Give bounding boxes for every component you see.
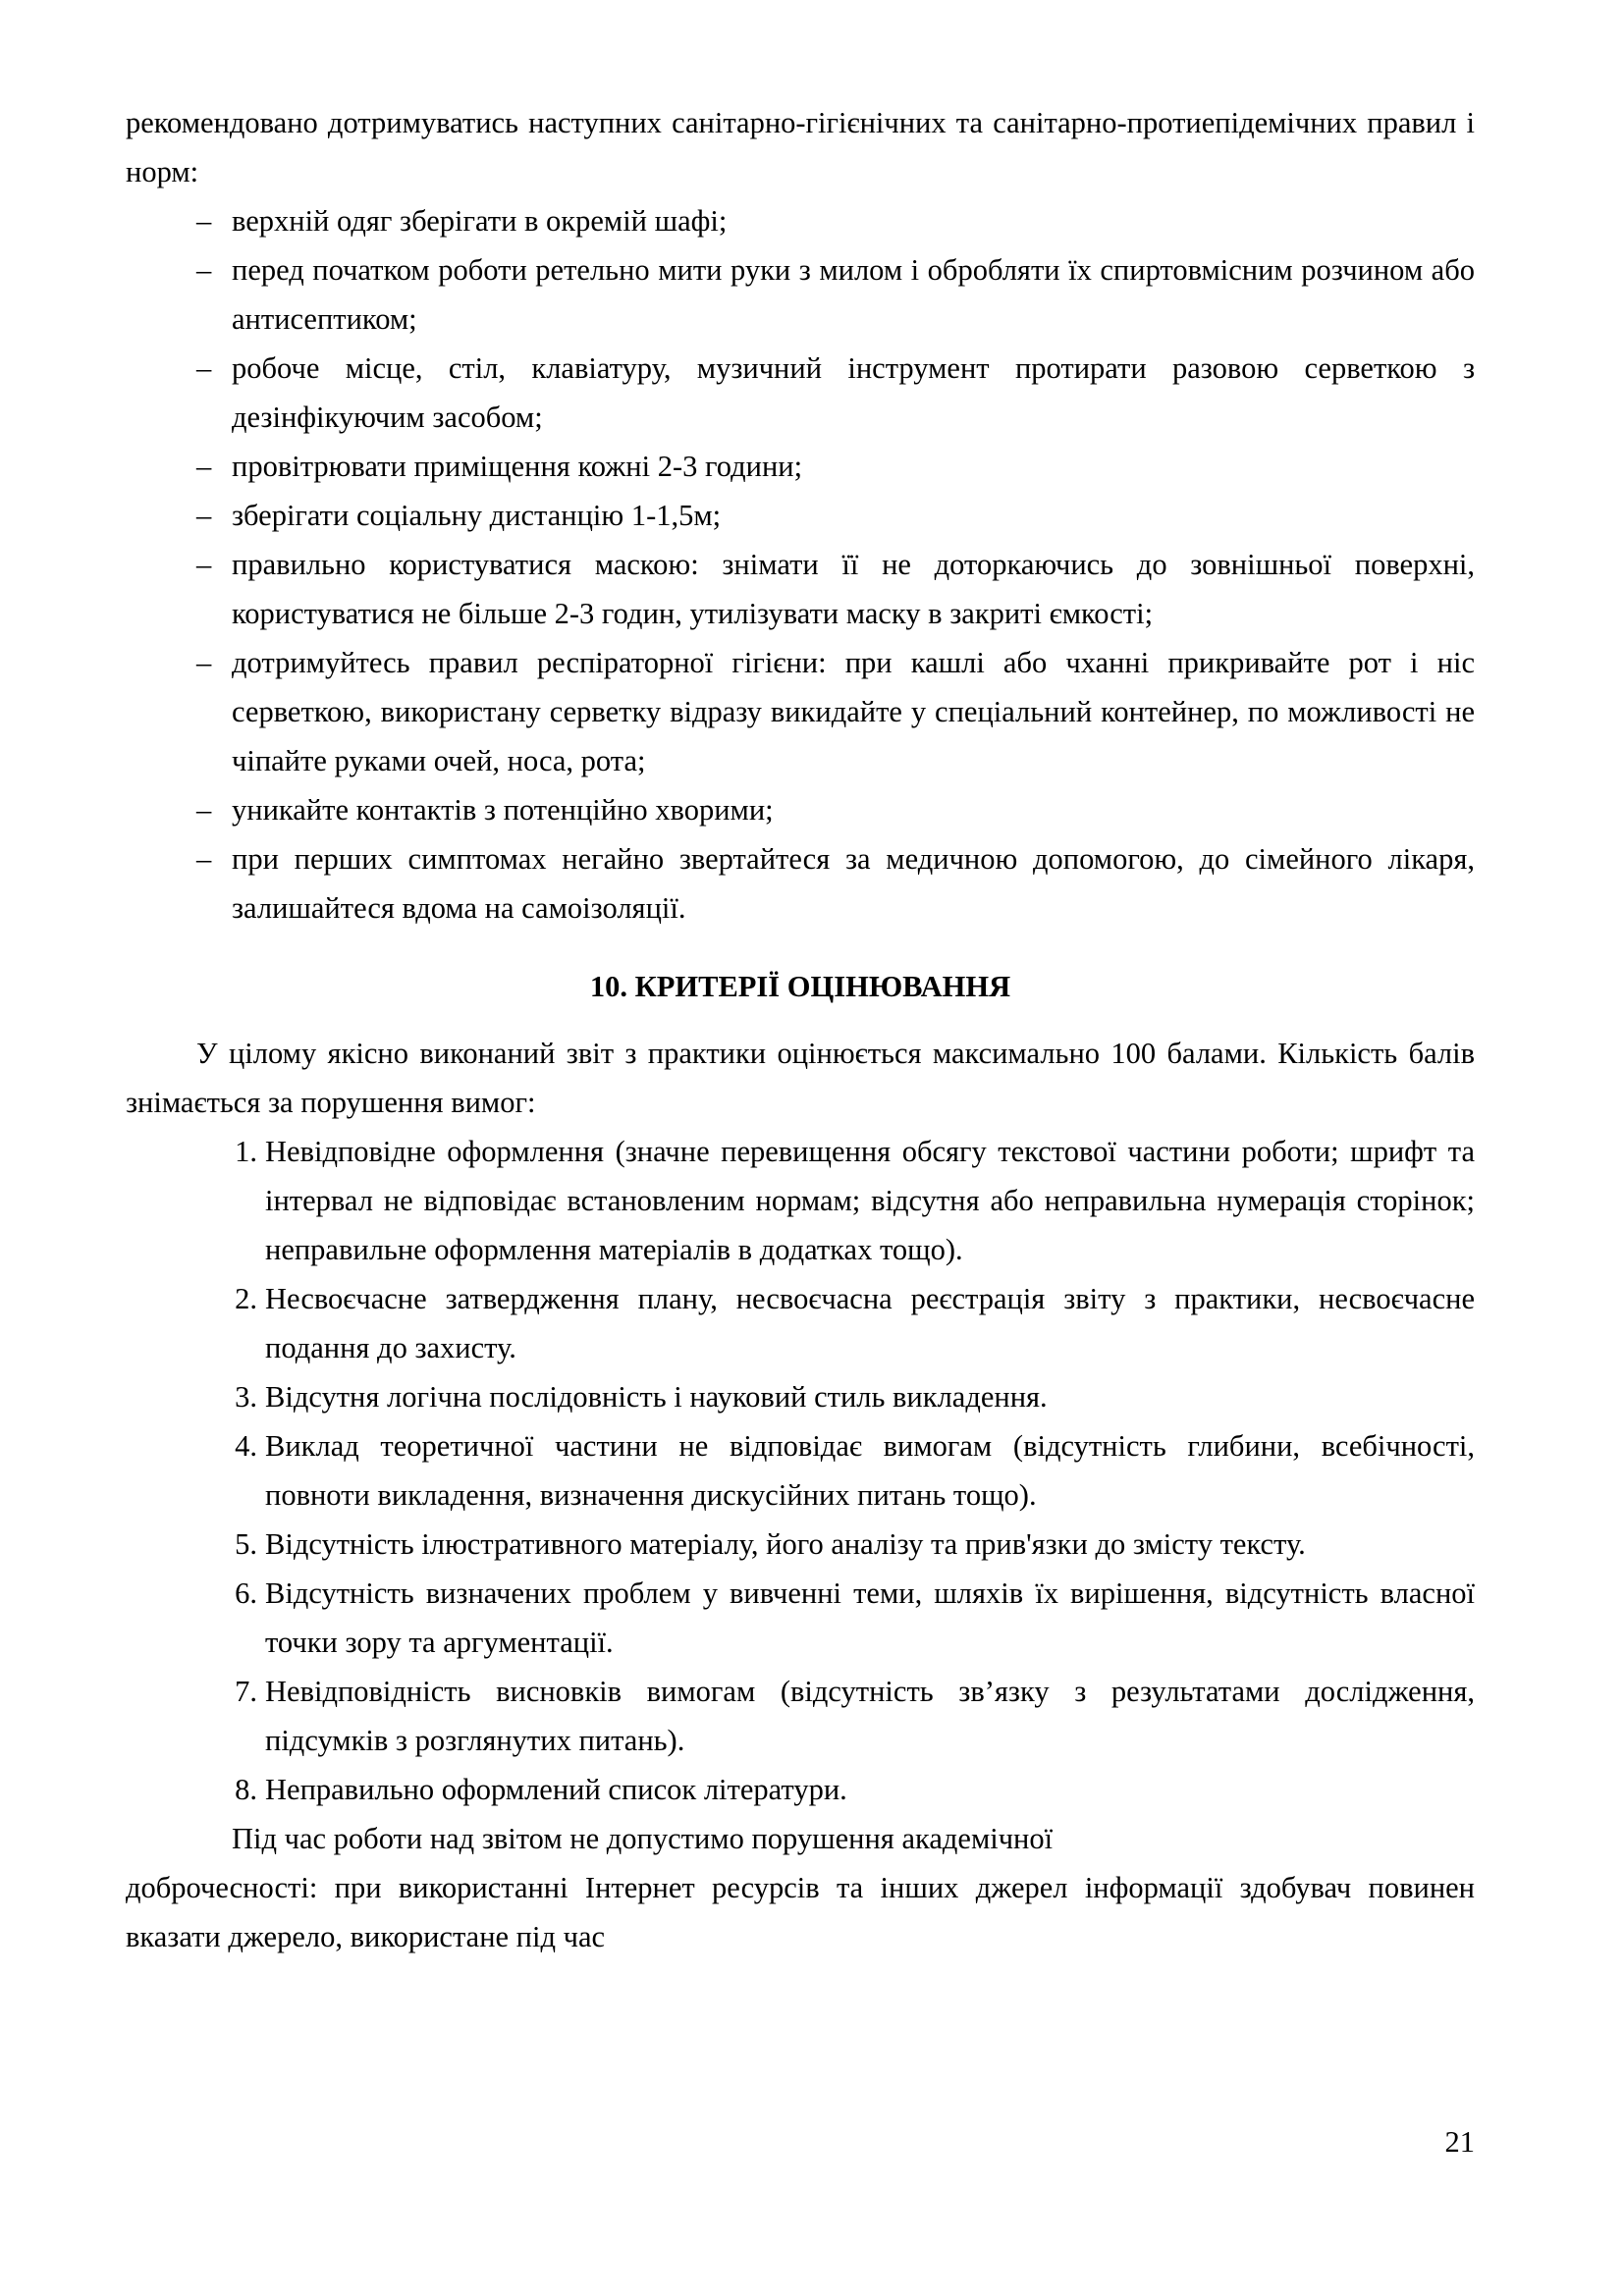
criteria-item (126, 1765, 1475, 1814)
criteria-item (126, 1127, 1475, 1274)
dash-bullet-icon: – (196, 499, 212, 532)
criteria-item (126, 1421, 1475, 1520)
criteria-number: 3. (235, 1380, 257, 1414)
section-lead-paragraph: У цілому якісно виконаний звіт з практики оцінюється максимально 100 балами. Кількість балів знімається за порушення вимог: (126, 1037, 1475, 1119)
closing-paragraph-line-2: доброчесності: при використанні Інтернет ресурсів та інших джерел інформації здобувач повинен вказати джерело, використане під час (126, 1871, 1475, 1953)
list-item (126, 196, 1475, 245)
criteria-item (126, 1372, 1475, 1421)
list-item (126, 344, 1475, 442)
list-item-text: верхній одяг зберігати в окремій шафі; (232, 204, 728, 238)
list-item (126, 491, 1475, 540)
list-item-text: перед початком роботи ретельно мити руки з милом і обробляти їх спиртовмісним розчином або антисептиком; (232, 253, 1475, 336)
closing-paragraph-line-1: Під час роботи над звітом не допустимо порушення академічної (232, 1822, 1054, 1855)
dash-bullet-icon: – (196, 548, 212, 581)
criteria-text: Невідповідність висновків вимогам (відсутність зв’язку з результатами дослідження, підсумків з розглянутих питань). (265, 1675, 1475, 1757)
criteria-text: Виклад теоретичної частини не відповідає вимогам (відсутність глибини, всебічності, повноти викладення, визначення дискусійних питань тощо). (265, 1429, 1475, 1512)
dash-bullet-icon: – (196, 204, 212, 238)
criteria-text: Несвоєчасне затвердження плану, несвоєчасна реєстрація звіту з практики, несвоєчасне подання до захисту. (265, 1282, 1475, 1364)
criteria-text: Відсутність ілюстративного матеріалу, його аналізу та прив'язки до змісту тексту. (265, 1527, 1306, 1561)
sanitary-rules-list (126, 196, 1475, 933)
criteria-number: 8. (235, 1773, 257, 1806)
list-item (126, 245, 1475, 344)
section-heading: 10. КРИТЕРІЇ ОЦІНЮВАННЯ (589, 970, 1011, 1003)
list-item-text: при перших симптомах негайно звертайтеся за медичною допомогою, до сімейного лікаря, залишайтеся вдома на самоізоляції. (232, 842, 1475, 925)
list-item (126, 834, 1475, 933)
criteria-item (126, 1274, 1475, 1372)
dash-bullet-icon: – (196, 646, 212, 679)
list-item-text: уникайте контактів з потенційно хворими; (232, 793, 774, 827)
list-item (126, 442, 1475, 491)
criteria-item (126, 1569, 1475, 1667)
list-item-text: провітрювати приміщення кожні 2-3 години; (232, 450, 803, 483)
dash-bullet-icon: – (196, 793, 212, 827)
list-item (126, 540, 1475, 638)
intro-paragraph: рекомендовано дотримуватись наступних санітарно-гігієнічних та санітарно-протиепідемічних правил і норм: (126, 106, 1475, 188)
page-content (126, 98, 1475, 1961)
list-item-text: дотримуйтесь правил респіраторної гігієни: при кашлі або чханні прикривайте рот і ніс серветкою, використану серветку відразу викидайте у спеціальний контейнер, по можливості не чіпайте руками очей, носа, рота; (232, 646, 1475, 777)
list-item (126, 638, 1475, 785)
criteria-text: Відсутня логічна послідовність і науковий стиль викладення. (265, 1380, 1048, 1414)
dash-bullet-icon: – (196, 450, 212, 483)
dash-bullet-icon: – (196, 842, 212, 876)
criteria-text: Відсутність визначених проблем у вивченні теми, шляхів їх вирішення, відсутність власної точки зору та аргументації. (265, 1576, 1475, 1659)
criteria-number: 6. (235, 1576, 257, 1610)
criteria-text: Невідповідне оформлення (значне перевищення обсягу текстової частини роботи; шрифт та інтервал не відповідає встановленим нормам; відсутня або неправильна нумерація сторінок; неправильне оформлення матеріалів в додатках тощо). (265, 1135, 1475, 1266)
list-item-text: правильно користуватися маскою: знімати її не доторкаючись до зовнішньої поверхні, користуватися не більше 2-3 годин, утилізувати маску в закриті ємкості; (232, 548, 1475, 630)
criteria-number: 1. (235, 1135, 257, 1168)
criteria-number: 2. (235, 1282, 257, 1315)
page-number: 21 (1444, 2125, 1475, 2159)
criteria-number: 5. (235, 1527, 257, 1561)
criteria-number: 7. (235, 1675, 257, 1708)
criteria-item (126, 1667, 1475, 1765)
criteria-number: 4. (235, 1429, 257, 1463)
list-item-text: зберігати соціальну дистанцію 1-1,5м; (232, 499, 722, 532)
dash-bullet-icon: – (196, 351, 212, 385)
criteria-item (126, 1520, 1475, 1569)
criteria-text: Неправильно оформлений список літератури. (265, 1773, 847, 1806)
list-item (126, 785, 1475, 834)
list-item-text: робоче місце, стіл, клавіатуру, музичний інструмент протирати разовою серветкою з дезінфікуючим засобом; (232, 351, 1475, 434)
criteria-list (126, 1127, 1475, 1814)
dash-bullet-icon: – (196, 253, 212, 287)
